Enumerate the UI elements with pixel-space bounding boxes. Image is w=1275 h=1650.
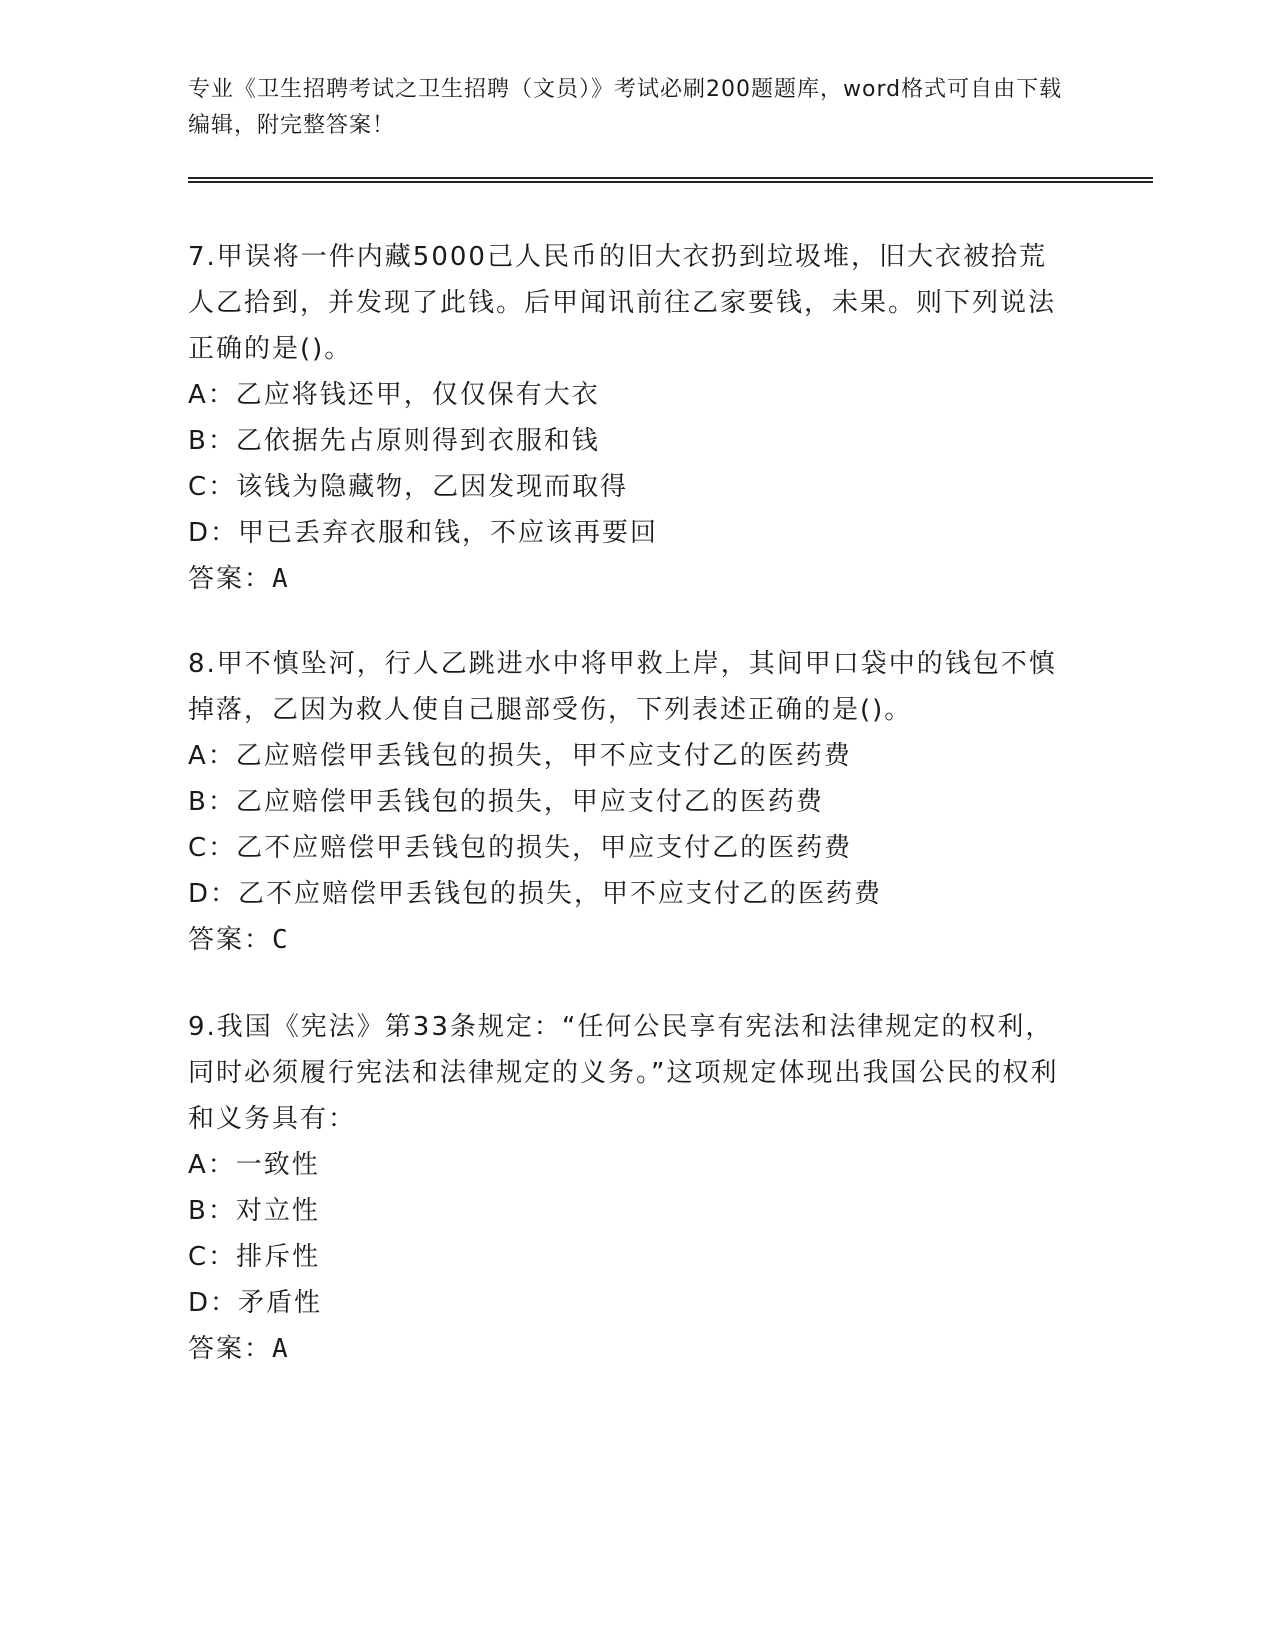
question-8 [188, 641, 1068, 963]
answer-value: C [272, 925, 290, 955]
answer-value: A [272, 1334, 290, 1364]
answer-label: 答案： [188, 1334, 273, 1364]
header-divider [188, 177, 1153, 183]
question-9 [188, 1004, 1068, 1372]
answer-line [188, 917, 1068, 963]
answer-label: 答案： [188, 925, 273, 955]
option-a: A：一致性 [188, 1150, 320, 1180]
option-a: A：乙应将钱还甲，仅仅保有大衣 [188, 380, 600, 410]
option-d: D：矛盾性 [188, 1288, 323, 1318]
answer-label: 答案： [188, 564, 273, 594]
option-d: D：甲已丢弃衣服和钱，不应该再要回 [188, 518, 659, 548]
option-d: D：乙不应赔偿甲丢钱包的损失，甲不应支付乙的医药费 [188, 879, 883, 909]
answer-line [188, 1326, 1068, 1372]
option-c: C：排斥性 [188, 1242, 321, 1272]
answer-line [188, 556, 1068, 602]
question-stem: 9.我国《宪法》第33条规定：“任何公民享有宪法和法律规定的权利，同时必须履行宪法和法律规定的义务。”这项规定体现出我国公民的权利和义务具有： [188, 1012, 1059, 1134]
question-stem: 8.甲不慎坠河，行人乙跳进水中将甲救上岸，其间甲口袋中的钱包不慎掉落，乙因为救人使自己腿部受伤，下列表述正确的是()。 [188, 649, 1057, 725]
question-7 [188, 234, 1068, 602]
question-stem: 7.甲误将一件内藏5000己人民币的旧大衣扔到垃圾堆，旧大衣被拾荒人乙拾到，并发现了此钱。后甲闻讯前往乙家要钱，未果。则下列说法正确的是()。 [188, 242, 1057, 364]
option-b: B：对立性 [188, 1196, 320, 1226]
option-b: B：乙依据先占原则得到衣服和钱 [188, 426, 600, 456]
answer-value: A [272, 564, 290, 594]
option-c: C：乙不应赔偿甲丢钱包的损失，甲应支付乙的医药费 [188, 833, 853, 863]
option-c: C：该钱为隐藏物，乙因发现而取得 [188, 472, 629, 502]
option-b: B：乙应赔偿甲丢钱包的损失，甲应支付乙的医药费 [188, 787, 824, 817]
document-header: 专业《卫生招聘考试之卫生招聘（文员）》考试必刷200题题库，word格式可自由下载编辑，附完整答案！ [188, 77, 1063, 138]
option-a: A：乙应赔偿甲丢钱包的损失，甲不应支付乙的医药费 [188, 741, 852, 771]
